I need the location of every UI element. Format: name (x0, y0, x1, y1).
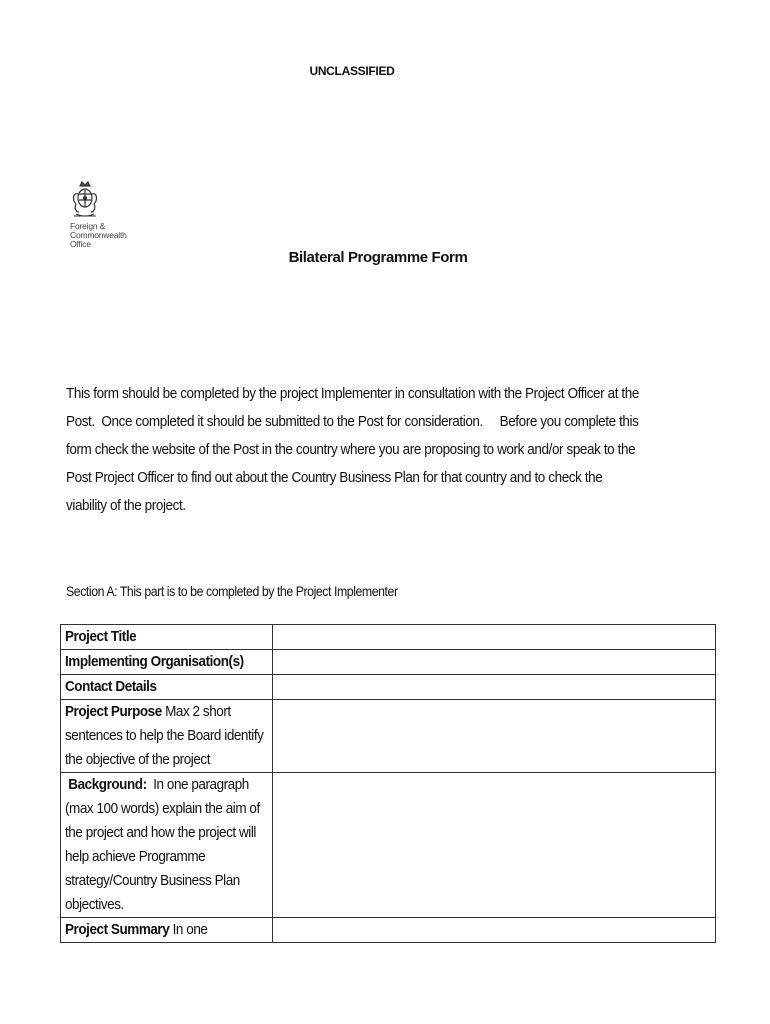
table-row (61, 773, 716, 918)
intro-line: This form should be completed by the project Implementer in consultation with the Project Officer at the (66, 385, 639, 402)
project-title-label: Project Title (61, 625, 273, 650)
royal-crest-icon (70, 180, 100, 220)
implementing-organisation-label: Implementing Organisation(s) (61, 650, 273, 675)
project-summary-field[interactable] (273, 918, 716, 943)
contact-details-field[interactable] (273, 675, 716, 700)
classification-marking: UNCLASSIFIED (309, 64, 395, 78)
intro-line: Post Project Officer to find out about the Country Business Plan for that country and to check the (66, 469, 603, 486)
table-row (61, 650, 716, 675)
intro-line: viability of the project. (66, 497, 186, 514)
table-row (61, 625, 716, 650)
table-row (61, 700, 716, 773)
form-title: Bilateral Programme Form (288, 249, 468, 266)
table-row (61, 918, 716, 943)
project-purpose-label: Project Purpose Max 2 short sentences to help the Board identify the objective of the project (61, 700, 273, 773)
project-summary-label: Project Summary In one (61, 918, 273, 943)
background-field[interactable] (273, 773, 716, 918)
project-purpose-field[interactable] (273, 700, 716, 773)
section-a-table (60, 624, 716, 943)
table-row (61, 675, 716, 700)
intro-line: Post. Once completed it should be submitted to the Post for consideration. Before you complete this (66, 413, 639, 430)
logo-line: Office (70, 239, 91, 249)
contact-details-label: Contact Details (61, 675, 273, 700)
project-title-field[interactable] (273, 625, 716, 650)
fco-logo-text (70, 222, 140, 249)
background-label: Background: In one paragraph (max 100 words) explain the aim of the project and how the project will help achieve Programme strategy/Country Business Plan objectives. (61, 773, 273, 918)
logo-line: Commonwealth (70, 230, 127, 240)
logo-line: Foreign & (70, 221, 106, 231)
fco-logo (70, 180, 140, 249)
section-a-label: Section A: This part is to be completed by the Project Implementer (66, 583, 398, 599)
intro-paragraph (66, 380, 639, 520)
implementing-organisation-field[interactable] (273, 650, 716, 675)
intro-line: form check the website of the Post in the country where you are proposing to work and/or speak to the (66, 441, 636, 458)
